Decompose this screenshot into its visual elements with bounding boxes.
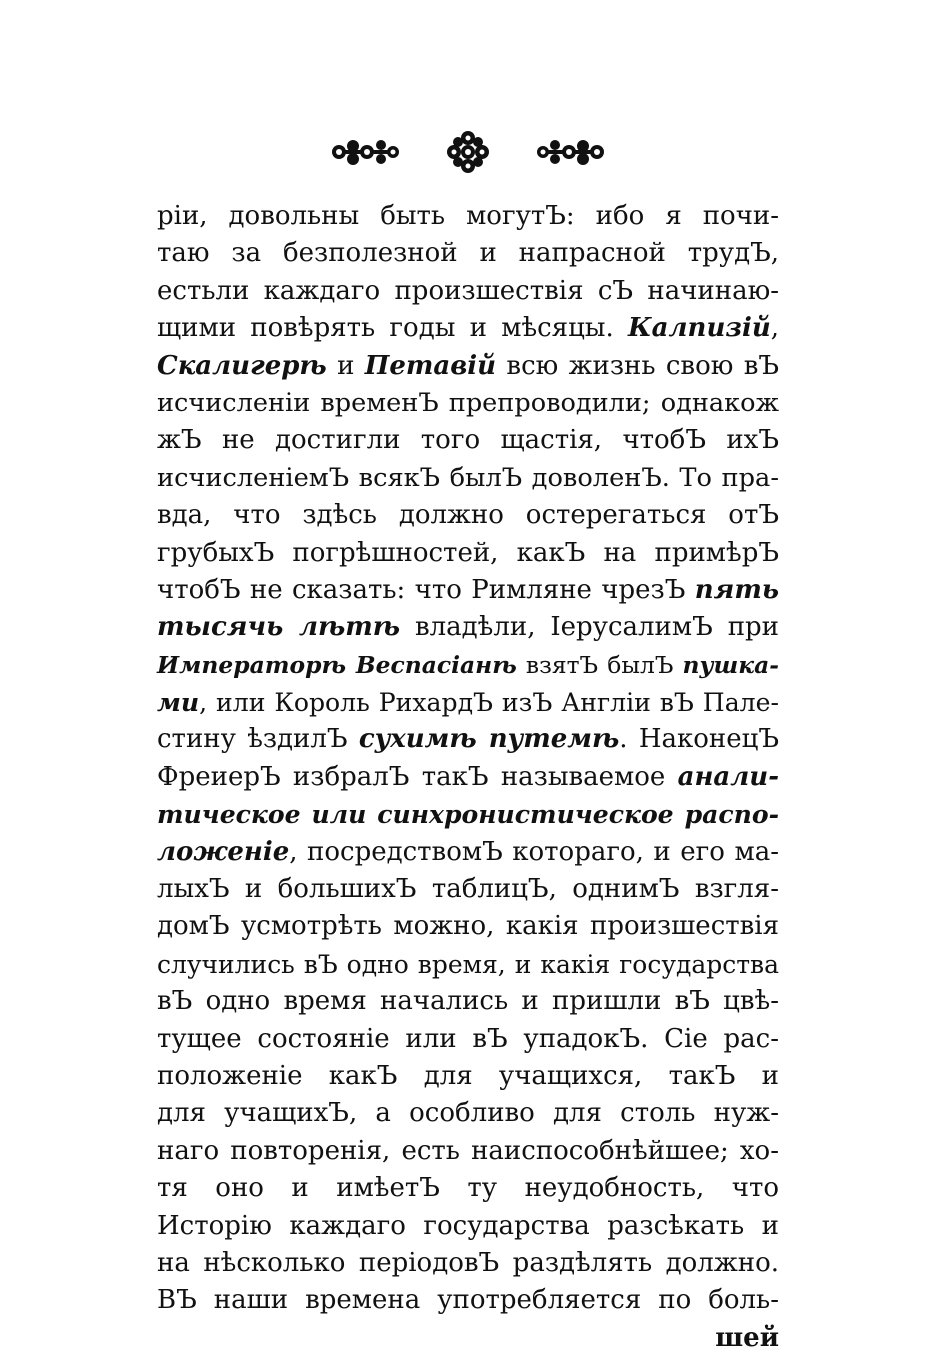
text-line: [157, 348, 779, 385]
text-line: [157, 983, 779, 1020]
text-run: тущее состояніе или вЪ упадокЪ. Сіе рас-: [157, 1023, 779, 1054]
text-line: [157, 946, 779, 983]
italic-text-run: Калпизій: [628, 313, 771, 344]
text-line: [157, 1021, 779, 1058]
text-line: [157, 609, 779, 646]
text-line: [157, 1058, 779, 1095]
italic-text-run: ложеніе: [157, 836, 290, 867]
text-run: , посредствомЪ котораго, и его ма-: [289, 836, 779, 867]
italic-text-run: Петавій: [364, 350, 497, 381]
text-run: тя оно и имѣетЪ ту неудобность, что: [157, 1173, 779, 1204]
italic-text-run: пушка-: [682, 650, 779, 679]
text-line: [157, 572, 779, 609]
text-line: [157, 497, 779, 534]
italic-text-run: пять: [694, 574, 779, 605]
text-run: положеніе какЪ для учащихся, такЪ и: [157, 1060, 779, 1091]
text-line: [157, 1133, 779, 1170]
text-run: для учащихЪ, а особливо для столь нуж-: [157, 1098, 779, 1129]
text-line: [157, 422, 779, 459]
center-flower-ornament-icon: [445, 129, 491, 175]
text-line: [157, 535, 779, 572]
text-run: грубыхЪ погрѣшностей, какЪ на примѣрЪ: [157, 537, 779, 568]
text-run: исчисленіемЪ всякЪ былЪ доволенЪ. То пра-: [157, 462, 779, 493]
text-run: ,: [770, 313, 779, 344]
text-run: ріи, довольны быть могутЪ: ибо я почи-: [157, 201, 779, 231]
text-run: . НаконецЪ: [619, 724, 779, 755]
text-line: [157, 1208, 779, 1245]
italic-text-run: сухимѣ путемѣ: [358, 724, 620, 755]
text-run: стину ѣздилЪ: [157, 724, 359, 755]
text-run: естьли каждаго произшествія сЪ начинаю-: [157, 275, 779, 306]
text-run: и: [326, 350, 365, 381]
text-run: всю жизнь свою вЪ: [496, 350, 779, 381]
catchword: шей: [715, 1322, 779, 1353]
text-line: [157, 684, 779, 721]
text-run: лыхЪ и большихЪ таблицЪ, однимЪ взгля-: [157, 874, 779, 905]
text-line: [157, 385, 779, 422]
italic-text-run: Скалигерѣ: [157, 350, 327, 381]
italic-text-run: Императорѣ Веспасіанѣ: [157, 650, 517, 679]
text-run: , или Король РихардЪ изЪ Англіи вЪ Пале-: [199, 688, 779, 718]
text-run: домЪ усмотрѣть можно, какія произшествія: [157, 911, 779, 942]
text-run: таю за безполезной и напрасной трудЪ,: [157, 238, 779, 269]
text-line: [157, 1095, 779, 1132]
text-run: вЪ одно время начались и пришли вЪ цвѣ-: [157, 986, 779, 1017]
text-run: на нѣсколько періодовЪ раздѣлять должно.: [157, 1247, 779, 1278]
headpiece-ornament: [0, 128, 936, 176]
italic-text-run: тическое или синхронистическое распо-: [157, 799, 779, 830]
text-run: ВЪ наши времена употребляется по боль-: [157, 1285, 779, 1316]
catchword-line: [157, 1320, 779, 1357]
text-run: щими повѣрять годы и мѣсяцы.: [157, 313, 629, 344]
text-line: [157, 871, 779, 908]
text-run: владѣли, ІерусалимЪ при: [400, 612, 779, 643]
right-scroll-ornament-icon: [535, 132, 607, 172]
text-line: [157, 273, 779, 310]
text-run: Исторію каждаго государства разсѣкать и: [157, 1210, 779, 1241]
text-line: [157, 796, 779, 833]
italic-text-run: тысячь лѣтѣ: [157, 612, 401, 643]
text-line: [157, 1282, 779, 1319]
text-line: [157, 647, 779, 684]
text-run: взятЪ былЪ: [516, 650, 683, 679]
text-line: [157, 310, 779, 347]
text-run: жЪ не достигли того щастія, чтобЪ ихЪ: [157, 425, 779, 456]
text-line: [157, 759, 779, 796]
text-line: [157, 235, 779, 272]
text-line: [157, 908, 779, 945]
body-text: [157, 198, 779, 1357]
text-run: случились вЪ одно время, и какія государства: [157, 949, 779, 979]
italic-text-run: анали-: [677, 761, 779, 792]
text-run: наго повторенія, есть наиспособнѣйшее; хо-: [157, 1135, 779, 1166]
text-line: [157, 834, 779, 871]
text-run: чтобЪ не сказать: что Римляне чрезЪ: [157, 574, 695, 605]
text-run: ФреиерЪ избралЪ такЪ называемое: [157, 761, 678, 792]
text-line: [157, 198, 779, 235]
text-run: вда, что здѣсь должно остерегаться отЪ: [157, 500, 779, 531]
text-run: исчисленіи временЪ препроводили; однакож: [157, 387, 779, 418]
italic-text-run: ми: [157, 687, 200, 718]
left-scroll-ornament-icon: [329, 132, 401, 172]
text-line: [157, 460, 779, 497]
text-line: [157, 1170, 779, 1207]
text-line: [157, 721, 779, 758]
text-line: [157, 1245, 779, 1282]
